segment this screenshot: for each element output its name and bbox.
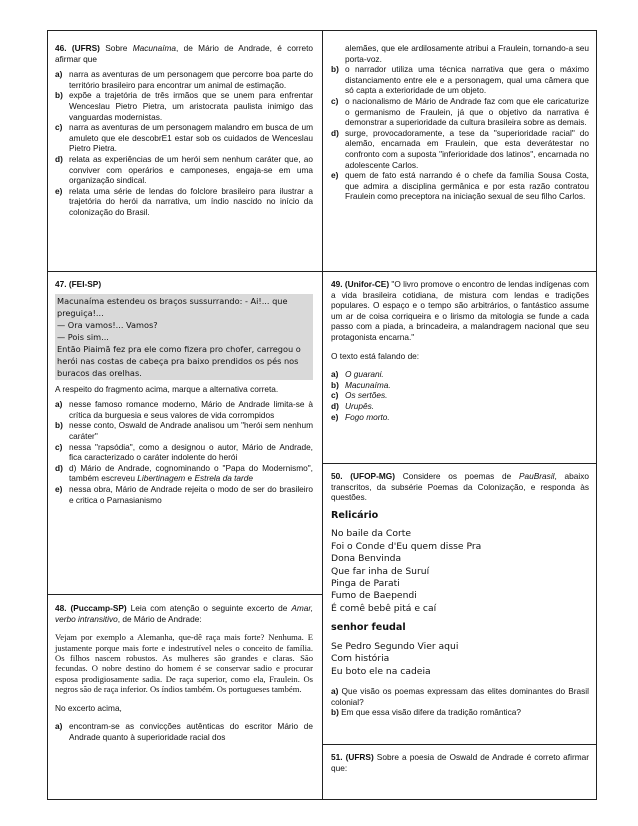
q47-option-d[interactable]: d) d) Mário de Andrade, cognominando o "Papa do Modernismo", também escreveu Libertinagem e Estrela da tarde (55, 462, 313, 484)
question-47 (55, 279, 313, 505)
q48-stem: 48. (Puccamp-SP) Leia com atenção o seguinte excerto de Amar, verbo intransitivo, de Mário de Andrade: (55, 603, 313, 624)
poem-senhor-feudal-title: senhor feudal (331, 622, 406, 634)
q48-option-d[interactable]: d) surge, provocadoramente, a tese da "superioridade racial" do alemão, encarnada em Fraulein, que esta deverátestar no confronto com a suposta "inferioridade dos latinos", encarnada no adolescente Carlos. (331, 127, 589, 170)
question-46 (55, 43, 313, 218)
q49-stem: 49. (Unifor-CE) "O livro promove o encontro de lendas indígenas com a vida brasileira cotidiana, de mistura com lendas e tradições populares. O espaço e o tempo são arbitrários, o fantástico assume um ar de coisa corriqueira e o lirismo da mitologia se funde a cada passo com a piada, a brincadeira, a malandragem nacional que seu protagonista encarna." (331, 279, 589, 342)
q47-option-b[interactable]: b) nesse conto, Oswald de Andrade analisou um "herói sem nenhum caráter" (55, 420, 313, 441)
q50-stem: 50. (UFOP-MG) Considere os poemas de PauBrasil, abaixo transcritos, da subsérie Poemas da Colonização, e responda às questões. (331, 471, 590, 503)
q51-stem: 51. (UFRS) Sobre a poesia de Oswald de Andrade é correto afirmar que: (331, 752, 590, 773)
q46-stem: 46. (UFRS) Sobre Macunaíma, de Mário de Andrade, é correto afirmar que (55, 43, 313, 64)
q48-option-c[interactable]: c) o nacionalismo de Mário de Andrade faz com que ele caricaturize o germanismo de Fraulein, já que o objetivo da narrativa é demonstrar a superioridade da cultura brasileira sobre as demais. (331, 95, 589, 128)
left-rule-1 (47, 271, 322, 272)
q46-option-e[interactable]: e) relata uma série de lendas do folclore brasileiro para ilustrar a trajetória do herói da narrativa, um índio nascido no início da colonização do Brasil. (55, 185, 313, 217)
q49-prompt: O texto está falando de: (331, 350, 420, 361)
q49-option-c[interactable]: c) Os sertões. (331, 390, 388, 401)
poem-relicario: No baile da Corte Foi o Conde d'Eu quem disse Pra Dona Benvinda Que far inha de Suruí Pinga de Parati Fumo de Baependi É comê bebê pitá e caí (331, 528, 482, 614)
q48-option-a-continued[interactable]: alemães, que ele ardilosamente atribui a Fraulein, tornando-a seu porta-voz. (345, 43, 589, 64)
q47-prompt: A respeito do fragmento acima, marque a alternativa correta. (55, 383, 279, 394)
q49-option-b[interactable]: b) Macunaíma. (331, 379, 391, 390)
q48-option-e[interactable]: e) quem de fato está narrando é o chefe da família Sousa Costa, que admira a disciplina germânica e por esta razão contratou Fraulein como preceptora na iniciação sexual de seu filho Carlos. (331, 170, 589, 202)
q50-item-a: a) Que visão os poemas expressam das elites dominantes do Brasil colonial? (331, 686, 589, 707)
q49-option-d[interactable]: d) Urupês. (331, 400, 375, 411)
left-rule-2 (47, 594, 322, 595)
question-48 (55, 603, 313, 742)
right-rule-3 (322, 744, 597, 745)
poem-relicario-title: Relicário (331, 509, 379, 521)
q49-option-a[interactable]: a) O guarani. (331, 369, 384, 380)
q47-option-e[interactable]: e) nessa obra, Mário de Andrade rejeita o modo de ser do brasileiro e critica o Parnasianismo (55, 483, 313, 505)
q50-item-b: b) Em que essa visão difere da tradição romântica? (331, 707, 522, 718)
q46-option-a[interactable]: a) narra as aventuras de um personagem que percorre boa parte do território brasileiro para encontrar um animal de estimação. (55, 69, 313, 90)
q48-excerpt: Vejam por exemplo a Alemanha, que-dê raça mais forte? Nenhuma. E justamente porque mais forte e indestrutível neles o conceito de família. Os filhos nascem robustos. As mulheres são grandes e claras. São fecundas. O nobre destino do homem é se conservar sadio e procurar esposa prodigiosamente sadia. De raça superior, como ela, Fraulein. Os negros são de raça inferior. Os índios também. Os portugueses também. (55, 632, 313, 695)
column-divider (322, 30, 323, 800)
q46-option-d[interactable]: d) relata as experiências de um herói sem nenhum caráter que, ao conviver com operários e camponeses, engaja-se em uma organização sindical. (55, 153, 313, 186)
right-rule-1 (322, 271, 597, 272)
question-50 (331, 471, 589, 718)
question-48-continued (331, 43, 589, 202)
q46-work-title: Macunaíma (132, 43, 177, 53)
right-rule-2 (322, 463, 597, 464)
q48-option-a[interactable]: a) encontram-se as convicções autênticas do escritor Mário de Andrade quanto à superioridade racial dos (55, 721, 313, 742)
poem-senhor-feudal: Se Pedro Segundo Vier aqui Com história Eu boto ele na cadeia (331, 640, 459, 677)
q47-option-c[interactable]: c) nessa "rapsódia", como a designou o autor, Mário de Andrade, fica caracterizado o caráter indolente do herói (55, 441, 313, 463)
q47-number: 47. (FEI-SP) (55, 279, 102, 289)
q47-option-a[interactable]: a) nesse famoso romance moderno, Mário de Andrade limita-se à crítica da burguesia e seus valores de vida corrompidos (55, 399, 313, 420)
q46-option-b[interactable]: b) expõe a trajetória de três irmãos que se unem para enfrentar Wenceslau Pietro Pietra, um aristocrata paulista inimigo das vanguardas modernistas. (55, 90, 313, 122)
question-51 (331, 752, 589, 773)
q46-option-c[interactable]: c) narra as aventuras de um personagem malandro em busca de um amuleto que ele descobrE1 estar sob os cuidados de Wenceslau Pietro Pietra. (55, 122, 313, 154)
q48-prompt: No excerto acima, (55, 702, 122, 713)
question-49 (331, 279, 589, 422)
q49-option-e[interactable]: e) Fogo morto. (331, 411, 390, 422)
q46-number: 46. (UFRS) (55, 43, 100, 53)
q48-option-b[interactable]: b) o narrador utiliza uma técnica narrativa que gera o máximo distanciamento entre ele e a personagem, qual uma câmera que só capta a exterioridade de um objeto. (331, 64, 589, 96)
q47-excerpt: Macunaíma estendeu os braços sussurrando: - Ai!... que preguiça!... — Ora vamos!... Vamos? — Pois sim... Então Piaimã fez pra ele como fizera pro chofer, carregou o herói nas costas de cabeça pra baixo prendidos os pés nos buracos das orelhas. (55, 294, 313, 380)
